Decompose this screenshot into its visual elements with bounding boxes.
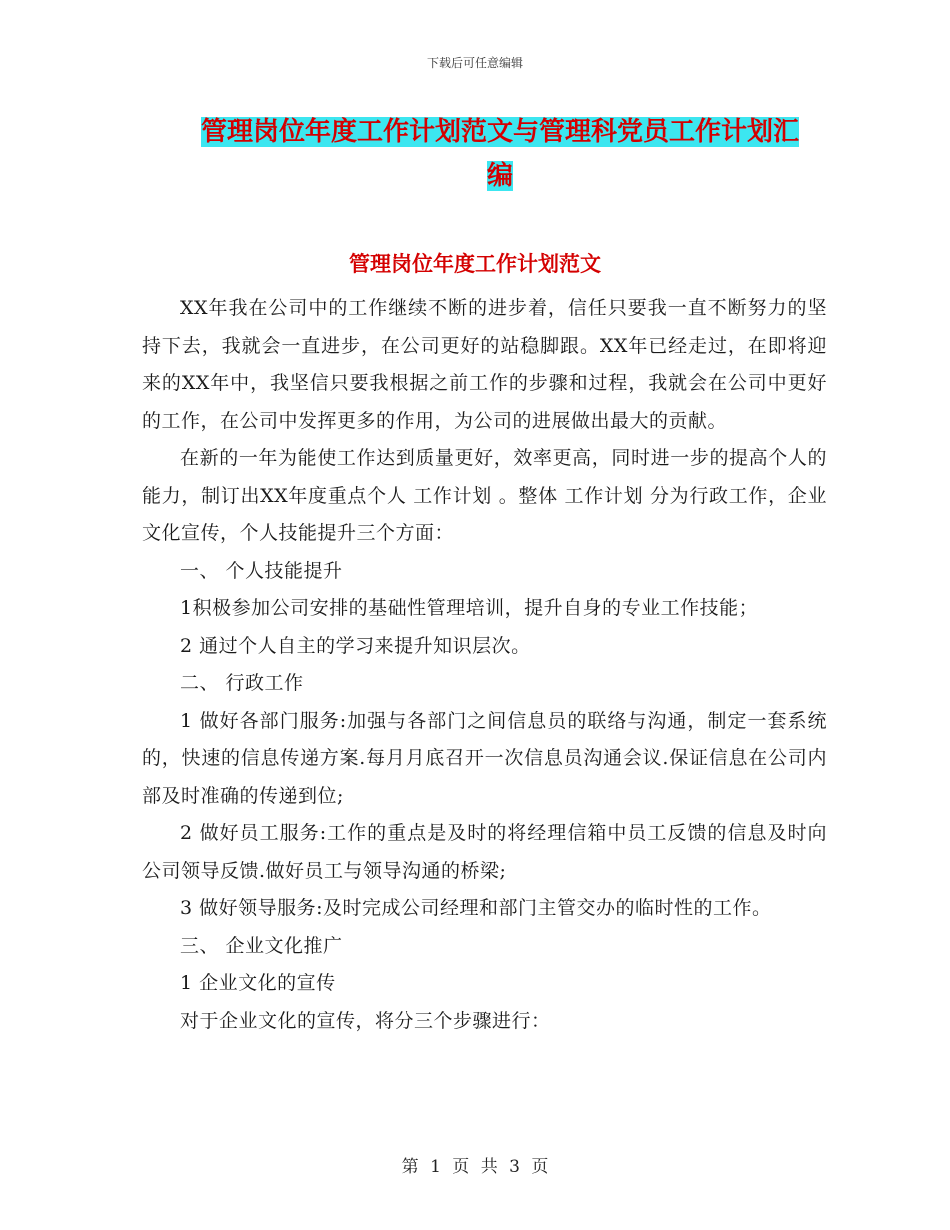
list-item: 1 企业文化的宣传 <box>180 972 336 994</box>
list-item: 2 通过个人自主的学习来提升知识层次。 <box>180 634 531 657</box>
list-item: 2 做好员工服务:工作的重点是及时的将经理信箱中员工反馈的信息及时向公司领导反馈.做好员工与领导沟通的桥梁; <box>142 822 827 882</box>
list-item: 1 做好各部门服务:加强与各部门之间信息员的联络与沟通，制定一套系统的，快速的信息传递方案.每月月底召开一次信息员沟通会议.保证信息在公司内部及时准确的传递到位; <box>142 709 827 807</box>
heading-admin-work: 二、 行政工作 <box>180 672 304 694</box>
paragraph: XX年我在公司中的工作继续不断的进步着，信任只要我一直不断努力的坚持下去，我就会一直进步，在公司更好的站稳脚跟。XX年已经走过，在即将迎来的XX年中，我坚信只要我根据之前工作的步骤和过程，我就会在公司中更好的工作，在公司中发挥更多的作用，为公司的进展做出最大的贡献。 <box>142 297 827 432</box>
header-note: 下载后可任意编辑 <box>426 56 523 70</box>
heading-personal-skills: 一、 个人技能提升 <box>180 559 343 582</box>
document-title <box>190 110 810 198</box>
section-title: 管理岗位年度工作计划范文 <box>349 252 601 276</box>
page-number: 第 1 页 共 3 页 <box>401 1157 549 1177</box>
paragraph: 对于企业文化的宣传，将分三个步骤进行： <box>180 1009 551 1032</box>
document-body <box>142 290 827 1040</box>
list-item: 3 做好领导服务:及时完成公司经理和部门主管交办的临时性的工作。 <box>180 897 772 919</box>
list-item: 1积极参加公司安排的基础性管理培训，提升自身的专业工作技能； <box>180 597 759 619</box>
paragraph: 在新的一年为能使工作达到质量更好，效率更高，同时进一步的提高个人的能力，制订出XX年度重点个人 工作计划 。整体 工作计划 分为行政工作，企业文化宣传，个人技能提升三个方面： <box>142 447 827 544</box>
document-title-text: 管理岗位年度工作计划范文与管理科党员工作计划汇编 <box>200 117 799 191</box>
heading-culture-promotion: 三、 企业文化推广 <box>180 934 343 957</box>
